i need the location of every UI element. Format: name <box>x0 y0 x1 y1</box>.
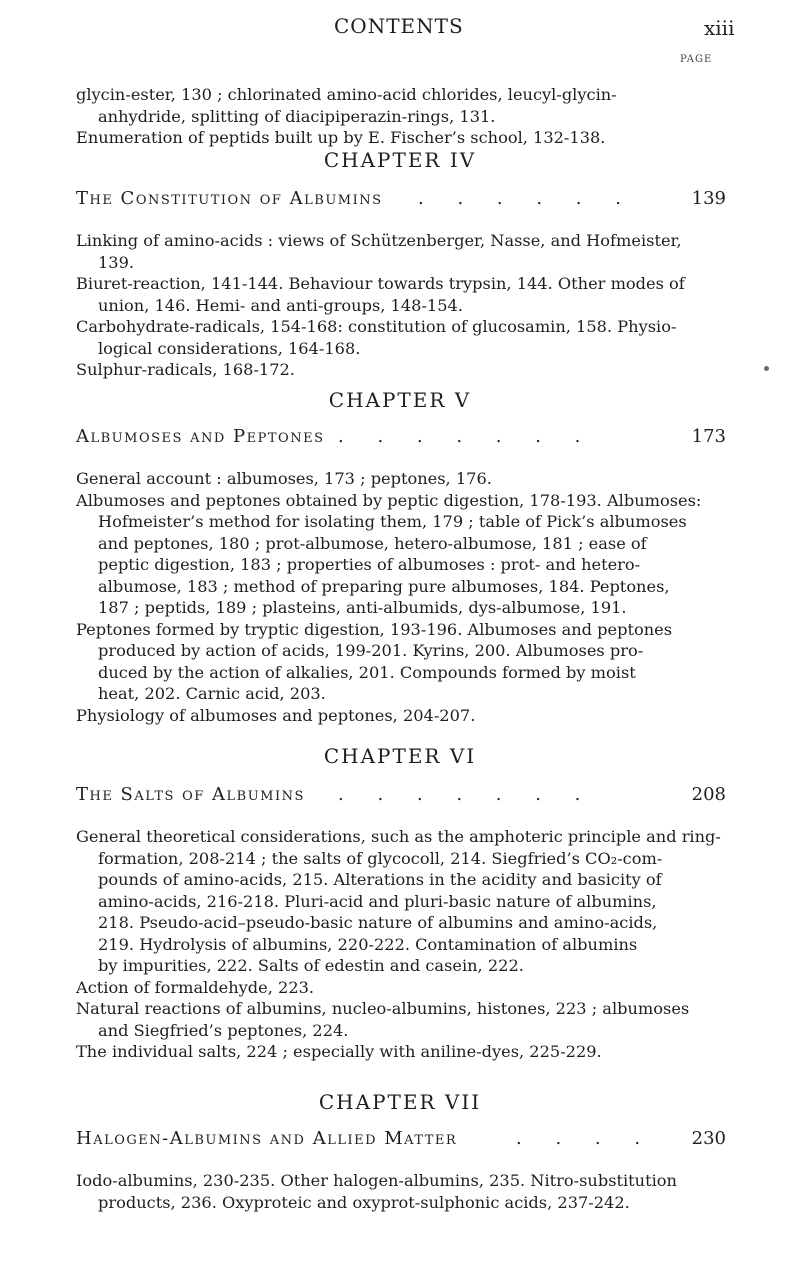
text-line: Linking of amino-acids : views of Schützenberger, Nasse, and Hofmeister, <box>76 231 682 250</box>
text-line: products, 236. Oxyproteic and oxyprot-sulphonic acids, 237-242. <box>98 1192 630 1212</box>
text-line: Enumeration of peptids built up by E. Fischer’s school, 132-138. <box>76 128 606 147</box>
chapter-summary <box>76 1170 704 1213</box>
text-line: and Siegfried’s peptones, 224. <box>98 1020 349 1040</box>
toc-entry[interactable] <box>76 784 726 810</box>
text-line: heat, 202. Carnic acid, 203. <box>98 684 326 703</box>
text-line: peptic digestion, 183 ; properties of albumoses : prot- and hetero- <box>98 555 641 574</box>
toc-entry-title: The Constitution of Albumins <box>76 188 383 209</box>
text-line: anhydride, splitting of diacipiperazin-rings, 131. <box>98 106 496 126</box>
toc-entry[interactable] <box>76 188 726 214</box>
chapter-heading: CHAPTER VII <box>318 1090 482 1114</box>
toc-entry-title: The Salts of Albumins <box>76 784 305 805</box>
text-line: and peptones, 180 ; prot-albumose, hetero-albumose, 181 ; ease of <box>98 533 647 553</box>
toc-entry-page: 230 <box>691 1128 726 1149</box>
running-head <box>0 8 800 38</box>
ink-spot <box>764 366 769 371</box>
text-line: amino-acids, 216-218. Pluri-acid and pluri-basic nature of albumins, <box>98 891 657 911</box>
chapter-heading: CHAPTER V <box>328 388 472 412</box>
text-line: Natural reactions of albumins, nucleo-albumins, histones, 223 ; albumoses <box>76 999 690 1018</box>
text-line: The individual salts, 224 ; especially with aniline-dyes, 225-229. <box>76 1042 602 1061</box>
toc-entry-title: Halogen-Albumins and Allied Matter <box>76 1128 458 1149</box>
text-line: union, 146. Hemi- and anti-groups, 148-154. <box>98 295 463 315</box>
running-head-title: CONTENTS <box>334 14 464 38</box>
toc-leader-dots: . . . . <box>516 1128 655 1149</box>
text-line: General account : albumoses, 173 ; peptones, 176. <box>76 469 492 488</box>
text-line: General theoretical considerations, such as the amphoteric principle and ring- <box>76 827 721 846</box>
text-line: Action of formaldehyde, 223. <box>76 977 315 997</box>
text-line: duced by the action of alkalies, 201. Compounds formed by moist <box>98 662 636 682</box>
text-line: 139. <box>98 252 135 272</box>
toc-leader-dots: . . . . . . . <box>338 426 595 447</box>
chapter-summary <box>76 468 704 726</box>
text-line: glycin-ester, 130 ; chlorinated amino-acid chlorides, leucyl-glycin- <box>76 85 617 104</box>
text-line: Physiology of albumoses and peptones, 204-207. <box>76 705 476 725</box>
chapter-summary <box>76 826 721 1063</box>
text-line: logical considerations, 164-168. <box>98 338 361 358</box>
text-line: formation, 208-214 ; the salts of glycocoll, 214. Siegfried’s CO₂-com- <box>98 848 663 868</box>
text-line: Peptones formed by tryptic digestion, 193-196. Albumoses and peptones <box>76 619 673 639</box>
running-head-page-number: xiii <box>704 16 735 40</box>
text-line: produced by action of acids, 199-201. Kyrins, 200. Albumoses pro- <box>98 641 644 660</box>
toc-entry[interactable] <box>76 1128 726 1154</box>
toc-entry[interactable] <box>76 426 726 452</box>
toc-entry-page: 208 <box>691 784 726 805</box>
text-line: Carbohydrate-radicals, 154-168: constitution of glucosamin, 158. Physio- <box>76 317 677 336</box>
text-line: Hofmeister’s method for isolating them, 179 ; table of Pick’s albumoses <box>98 512 687 531</box>
toc-entry-page: 139 <box>691 188 726 209</box>
text-line: 219. Hydrolysis of albumins, 220-222. Contamination of albumins <box>98 934 638 954</box>
text-line: 218. Pseudo-acid–pseudo-basic nature of albumins and amino-acids, <box>98 913 658 932</box>
chapter-heading: CHAPTER VI <box>323 744 477 768</box>
toc-leader-dots: . . . . . . . <box>338 784 595 805</box>
intro-paragraph <box>76 84 704 149</box>
text-line: Biuret-reaction, 141-144. Behaviour towards trypsin, 144. Other modes of <box>76 274 685 293</box>
text-line: Albumoses and peptones obtained by peptic digestion, 178-193. Albumoses: <box>76 490 702 510</box>
chapter-heading: CHAPTER IV <box>323 148 477 172</box>
text-line: pounds of amino-acids, 215. Alterations in the acidity and basicity of <box>98 870 662 889</box>
toc-leader-dots: . . . . . . <box>418 188 635 209</box>
text-line: Iodo-albumins, 230-235. Other halogen-albumins, 235. Nitro-substitution <box>76 1171 677 1190</box>
chapter-summary <box>76 230 704 381</box>
text-line: albumose, 183 ; method of preparing pure albumoses, 184. Peptones, <box>98 576 670 596</box>
toc-entry-title: Albumoses and Peptones <box>76 426 325 447</box>
text-line: 187 ; peptids, 189 ; plasteins, anti-albumids, dys-albumose, 191. <box>98 598 627 617</box>
text-line: Sulphur-radicals, 168-172. <box>76 360 295 379</box>
text-line: by impurities, 222. Salts of edestin and casein, 222. <box>98 956 524 975</box>
toc-entry-page: 173 <box>691 426 726 447</box>
page-column-label: PAGE <box>680 54 713 65</box>
